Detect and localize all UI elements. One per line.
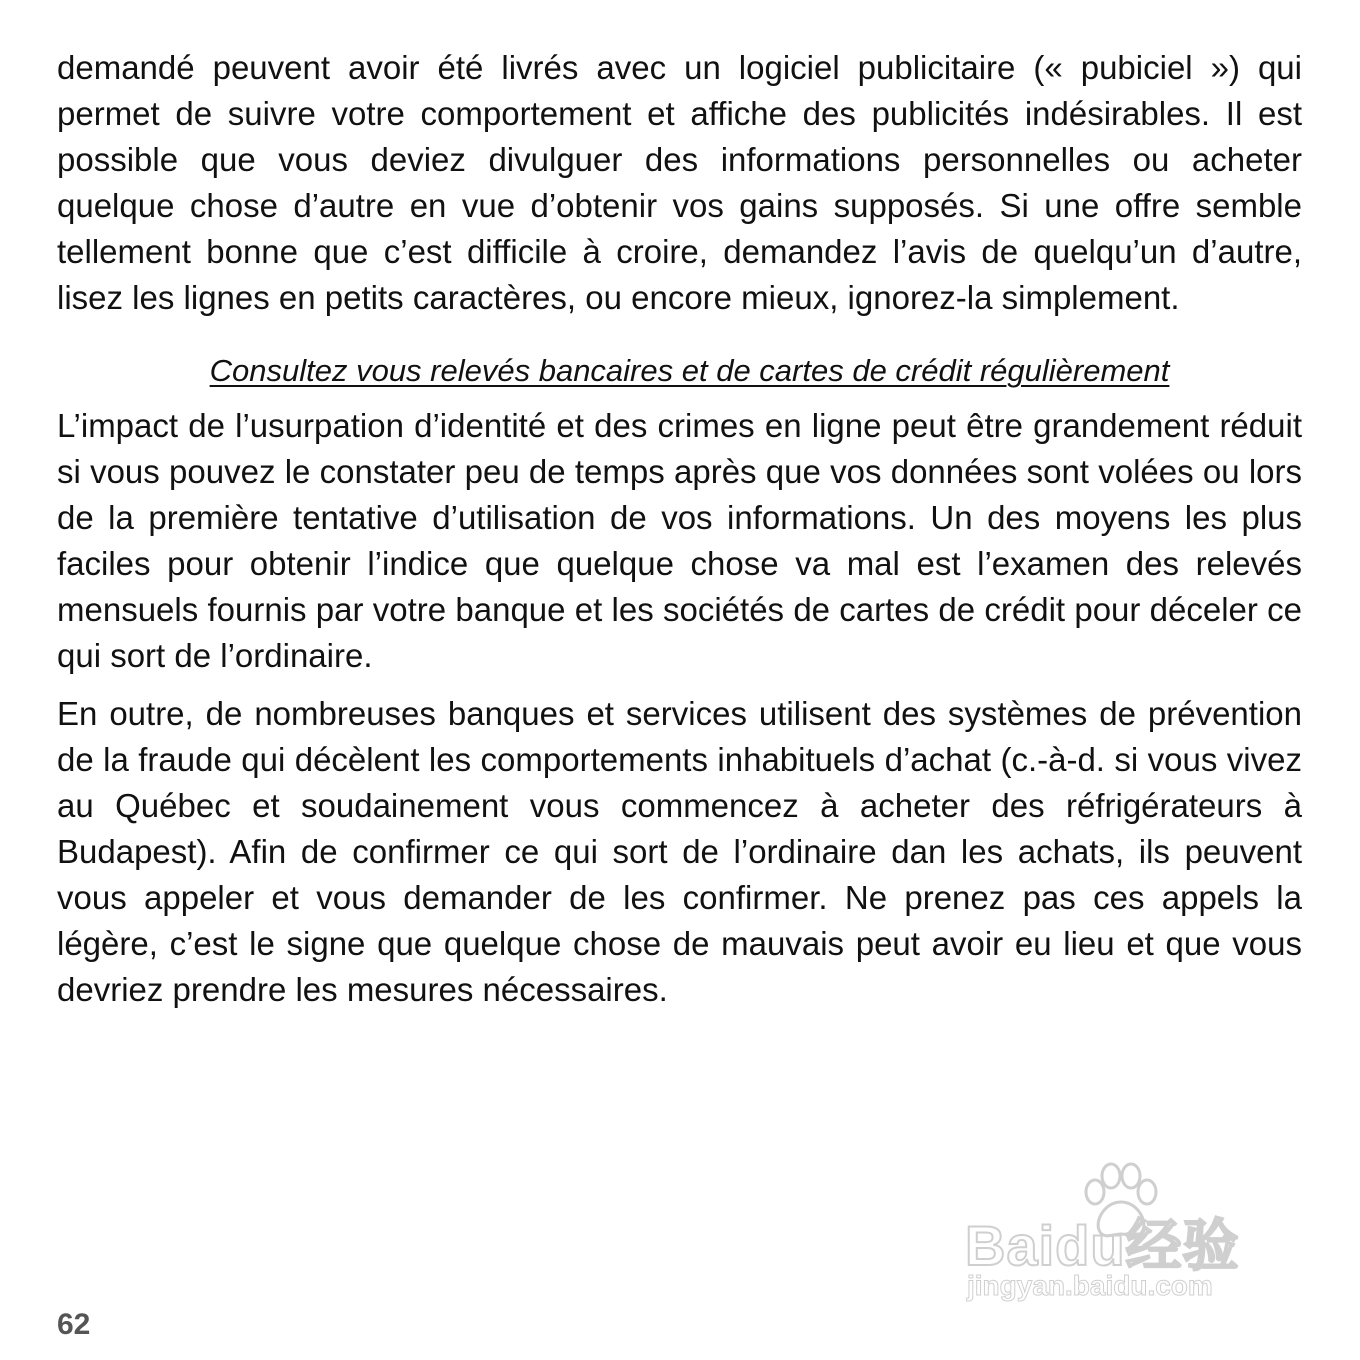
- paragraph-identity-theft: L’impact de l’usurpation d’identité et des crimes en ligne peut être grandement réduit si vous pouvez le constater peu de temps après que vos données sont volées ou lors de la première tentative d’utilisation de vos informations. Un des moyens les plus faciles pour obtenir l’indice que quelque chose va mal est l’examen des relevés mensuels fournis par votre banque et les sociétés de cartes de crédit pour déceler ce qui sort de l’ordinaire.: [57, 407, 1302, 674]
- page-number: 62: [57, 1308, 91, 1341]
- baidu-watermark: [965, 1162, 1285, 1312]
- paragraph-adware: demandé peuvent avoir été livrés avec un logiciel publicitaire (« pubiciel ») qui permet de suivre votre comportement et affiche des publicités indésirables. Il est possible que vous deviez divulguer des informations personnelles ou acheter quelque chose d’autre en vue d’obtenir vos gains supposés. Si une offre semble tellement bonne que c’est difficile à croire, demandez l’avis de quelqu’un d’autre, lisez les lignes en petits caractères, ou encore mieux, ignorez-la simplement.: [57, 49, 1302, 316]
- page-content: [57, 45, 1302, 1013]
- watermark-brand: Baidu经验: [965, 1214, 1240, 1277]
- paragraph-fraud-prevention: En outre, de nombreuses banques et services utilisent des systèmes de prévention de la fraude qui décèlent les comportements inhabituels d’achat (c.-à-d. si vous vivez au Québec et soudainement vous commencez à acheter des réfrigérateurs à Budapest). Afin de confirmer ce qui sort de l’ordinaire dan les achats, ils peuvent vous appeler et vous demander de les confirmer. Ne prenez pas ces appels la légère, c’est le signe que quelque chose de mauvais peut avoir eu lieu et que vous devriez prendre les mesures nécessaires.: [57, 695, 1302, 1008]
- watermark-url: jingyan.baidu.com: [967, 1270, 1213, 1301]
- section-heading: Consultez vous relevés bancaires et de cartes de crédit régulièrement: [209, 353, 1170, 388]
